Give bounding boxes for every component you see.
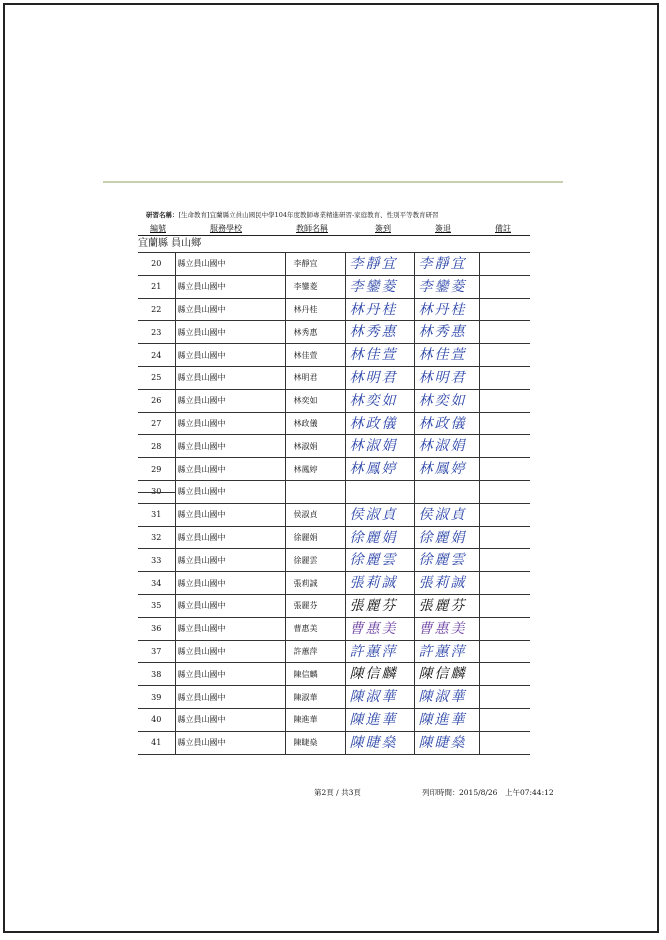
table-header (138, 221, 530, 236)
row-remark (479, 594, 530, 617)
row-number: 21 (138, 275, 175, 298)
row-number: 28 (138, 435, 175, 458)
row-sign-in (345, 298, 414, 321)
signature-out: 林丹桂 (418, 301, 467, 318)
row-number: 26 (138, 389, 175, 412)
row-school: 縣立員山國中 (175, 298, 285, 321)
row-sign-in (345, 640, 414, 663)
row-number: 31 (138, 503, 175, 526)
row-remark (479, 503, 530, 526)
row-remark (479, 572, 530, 595)
row-remark (479, 298, 530, 321)
row-sign-in (345, 366, 414, 389)
row-number: 34 (138, 572, 175, 595)
row-sign-in (345, 663, 414, 686)
row-remark (479, 321, 530, 344)
row-sign-in (345, 686, 414, 709)
attendance-table (138, 252, 530, 755)
table-row (138, 458, 530, 481)
header-remark: 備註 (495, 224, 511, 233)
row-sign-in (345, 572, 414, 595)
row-school: 縣立員山國中 (175, 389, 285, 412)
row-teacher-name: 侯淑貞 (285, 503, 345, 526)
row-sign-in (345, 458, 414, 481)
row-sign-out (414, 253, 479, 276)
table-row (138, 275, 530, 298)
row-sign-out (414, 708, 479, 731)
row-sign-out (414, 526, 479, 549)
row-number (138, 480, 175, 503)
signature-out: 林政儀 (418, 415, 467, 432)
header-teacher: 教師名稱 (296, 224, 328, 233)
row-school: 縣立員山國中 (175, 526, 285, 549)
signature-in: 李鑾菱 (349, 278, 398, 295)
row-sign-out (414, 458, 479, 481)
row-teacher-name: 陳淑華 (285, 686, 345, 709)
row-school: 縣立員山國中 (175, 253, 285, 276)
row-school: 縣立員山國中 (175, 412, 285, 435)
row-number: 37 (138, 640, 175, 663)
signature-in: 徐麗娟 (349, 529, 398, 546)
header-number: 編號 (150, 224, 166, 233)
row-sign-out (414, 344, 479, 367)
row-teacher-name: 林淑娟 (285, 435, 345, 458)
print-time-label: 列印時間： (422, 788, 460, 797)
signature-out: 林佳萱 (418, 347, 467, 364)
row-sign-out (414, 480, 479, 503)
row-school: 縣立員山國中 (175, 663, 285, 686)
row-remark (479, 686, 530, 709)
table-row (138, 549, 530, 572)
table-row (138, 366, 530, 389)
table-row (138, 572, 530, 595)
table-row (138, 617, 530, 640)
row-number: 23 (138, 321, 175, 344)
row-remark (479, 435, 530, 458)
row-sign-in (345, 731, 414, 754)
row-number: 22 (138, 298, 175, 321)
row-teacher-name: 許蕙萍 (285, 640, 345, 663)
row-remark (479, 344, 530, 367)
row-teacher-name: 張莉誠 (285, 572, 345, 595)
row-number: 33 (138, 549, 175, 572)
table-row (138, 253, 530, 276)
row-number: 20 (138, 253, 175, 276)
table-row (138, 435, 530, 458)
signature-out: 徐麗雲 (418, 552, 467, 569)
signature-in: 林政儀 (349, 415, 398, 432)
row-sign-out (414, 549, 479, 572)
signature-out: 陳信麟 (418, 666, 467, 683)
signature-out: 林秀惠 (418, 324, 467, 341)
header-sign-in: 簽到 (375, 224, 391, 233)
sign-in-sheet (138, 211, 554, 797)
row-school: 縣立員山國中 (175, 480, 285, 503)
row-school: 縣立員山國中 (175, 366, 285, 389)
signature-in: 林淑娟 (349, 438, 398, 455)
separator-line (103, 181, 563, 183)
table-row (138, 640, 530, 663)
row-sign-out (414, 572, 479, 595)
signature-in: 李靜宜 (349, 256, 398, 272)
signature-out: 許蕙萍 (418, 643, 467, 660)
row-teacher-name: 林丹桂 (285, 298, 345, 321)
row-teacher-name: 林奕如 (285, 389, 345, 412)
row-school: 縣立員山國中 (175, 344, 285, 367)
row-remark (479, 526, 530, 549)
row-sign-in (345, 594, 414, 617)
row-remark (479, 412, 530, 435)
row-sign-out (414, 731, 479, 754)
signature-in: 曹惠美 (349, 620, 398, 637)
row-sign-in (345, 708, 414, 731)
row-sign-out (414, 366, 479, 389)
signature-out: 李靜宜 (418, 256, 467, 272)
row-sign-in (345, 526, 414, 549)
row-school: 縣立員山國中 (175, 572, 285, 595)
table-row (138, 503, 530, 526)
region-label: 宜蘭縣 員山鄉 (138, 238, 202, 249)
row-teacher-name: 徐麗娟 (285, 526, 345, 549)
signature-in: 林明君 (349, 369, 398, 386)
row-sign-in (345, 617, 414, 640)
signature-in: 林佳萱 (349, 347, 398, 364)
print-time: 2015/8/26 上午07:44:12 (459, 788, 554, 797)
row-school: 縣立員山國中 (175, 617, 285, 640)
row-school: 縣立員山國中 (175, 503, 285, 526)
row-sign-in (345, 344, 414, 367)
row-number: 24 (138, 344, 175, 367)
row-sign-in (345, 321, 414, 344)
page-number: 第2頁 / 共3頁 (314, 788, 361, 797)
table-row (138, 594, 530, 617)
signature-out: 林明君 (418, 369, 467, 386)
row-sign-out (414, 412, 479, 435)
row-sign-out (414, 663, 479, 686)
row-sign-in (345, 435, 414, 458)
row-teacher-name: 李鑾菱 (285, 275, 345, 298)
signature-out: 徐麗娟 (418, 529, 467, 546)
row-sign-out (414, 321, 479, 344)
row-teacher-name: 林鳳婷 (285, 458, 345, 481)
table-row (138, 663, 530, 686)
row-school: 縣立員山國中 (175, 321, 285, 344)
signature-out: 曹惠美 (418, 620, 467, 637)
row-number: 38 (138, 663, 175, 686)
row-number: 32 (138, 526, 175, 549)
row-number: 27 (138, 412, 175, 435)
row-remark (479, 708, 530, 731)
row-teacher-name: 林秀惠 (285, 321, 345, 344)
signature-out: 林淑娟 (418, 438, 467, 455)
strike-through-line (138, 492, 175, 493)
row-sign-out (414, 435, 479, 458)
workshop-caption (146, 211, 530, 219)
signature-in: 林丹桂 (349, 301, 398, 318)
attendance-rows (138, 253, 530, 755)
table-row (138, 731, 530, 754)
row-number: 35 (138, 594, 175, 617)
header-school: 服務學校 (210, 224, 242, 233)
signature-in: 許蕙萍 (349, 643, 398, 660)
row-number: 25 (138, 366, 175, 389)
row-sign-in (345, 253, 414, 276)
row-sign-in (345, 503, 414, 526)
row-number: 41 (138, 731, 175, 754)
row-school: 縣立員山國中 (175, 731, 285, 754)
signature-out: 侯淑貞 (418, 506, 467, 523)
row-teacher-name: 張麗芬 (285, 594, 345, 617)
table-row (138, 708, 530, 731)
row-remark (479, 617, 530, 640)
row-remark (479, 731, 530, 754)
signature-in: 侯淑貞 (349, 506, 398, 523)
row-sign-out (414, 275, 479, 298)
row-remark (479, 253, 530, 276)
signature-out: 林奕如 (418, 392, 467, 409)
signature-in: 陳睫燊 (349, 734, 398, 751)
row-remark (479, 549, 530, 572)
signature-in: 徐麗雲 (349, 552, 398, 569)
row-remark (479, 389, 530, 412)
caption-label: 研習名稱： (146, 211, 179, 219)
row-school: 縣立員山國中 (175, 275, 285, 298)
table-row (138, 686, 530, 709)
row-school: 縣立員山國中 (175, 594, 285, 617)
row-sign-in (345, 480, 414, 503)
signature-in: 林奕如 (349, 392, 398, 409)
row-sign-in (345, 549, 414, 572)
signature-in: 張麗芬 (349, 597, 398, 614)
row-teacher-name: 林明君 (285, 366, 345, 389)
row-school: 縣立員山國中 (175, 686, 285, 709)
row-school: 縣立員山國中 (175, 708, 285, 731)
signature-out: 林鳳婷 (418, 461, 467, 478)
signature-in: 林鳳婷 (349, 461, 398, 478)
row-remark (479, 480, 530, 503)
row-sign-in (345, 412, 414, 435)
table-row (138, 389, 530, 412)
row-school: 縣立員山國中 (175, 458, 285, 481)
row-number: 40 (138, 708, 175, 731)
row-teacher-name (285, 480, 345, 503)
row-remark (479, 458, 530, 481)
table-row (138, 480, 530, 503)
row-number: 36 (138, 617, 175, 640)
row-teacher-name: 曹惠美 (285, 617, 345, 640)
signature-out: 陳睫燊 (418, 734, 467, 751)
signature-in: 林秀惠 (349, 324, 398, 341)
signature-out: 張莉誠 (418, 575, 467, 592)
row-sign-out (414, 298, 479, 321)
table-row (138, 344, 530, 367)
header-sign-out: 簽退 (435, 224, 451, 233)
row-sign-in (345, 275, 414, 298)
table-row (138, 412, 530, 435)
row-sign-in (345, 389, 414, 412)
row-remark (479, 663, 530, 686)
signature-out: 李鑾菱 (418, 278, 467, 295)
row-teacher-name: 陳睫燊 (285, 731, 345, 754)
row-sign-out (414, 640, 479, 663)
row-sign-out (414, 594, 479, 617)
signature-out: 陳進華 (418, 711, 467, 728)
row-school: 縣立員山國中 (175, 435, 285, 458)
row-school: 縣立員山國中 (175, 640, 285, 663)
row-sign-out (414, 686, 479, 709)
signature-in: 陳進華 (349, 711, 398, 728)
row-sign-out (414, 503, 479, 526)
signature-in: 張莉誠 (349, 575, 398, 592)
page-footer (138, 787, 554, 799)
row-teacher-name: 林政儀 (285, 412, 345, 435)
row-sign-out (414, 389, 479, 412)
row-teacher-name: 徐麗雲 (285, 549, 345, 572)
row-number: 39 (138, 686, 175, 709)
row-teacher-name: 林佳萱 (285, 344, 345, 367)
signature-out: 張麗芬 (418, 597, 467, 614)
caption-text: [生命教育]宜蘭縣立員山國民中學104年度教師專業精進研習-家庭教育、性別平等教育研習 (178, 211, 439, 219)
row-number: 29 (138, 458, 175, 481)
row-teacher-name: 陳進華 (285, 708, 345, 731)
row-sign-out (414, 617, 479, 640)
row-teacher-name: 李靜宜 (285, 253, 345, 276)
row-remark (479, 275, 530, 298)
row-remark (479, 640, 530, 663)
signature-out: 陳淑華 (418, 689, 467, 706)
table-row (138, 321, 530, 344)
row-teacher-name: 陳信麟 (285, 663, 345, 686)
signature-in: 陳信麟 (349, 666, 398, 683)
row-school: 縣立員山國中 (175, 549, 285, 572)
table-row (138, 298, 530, 321)
table-row (138, 526, 530, 549)
signature-in: 陳淑華 (349, 689, 398, 706)
row-remark (479, 366, 530, 389)
